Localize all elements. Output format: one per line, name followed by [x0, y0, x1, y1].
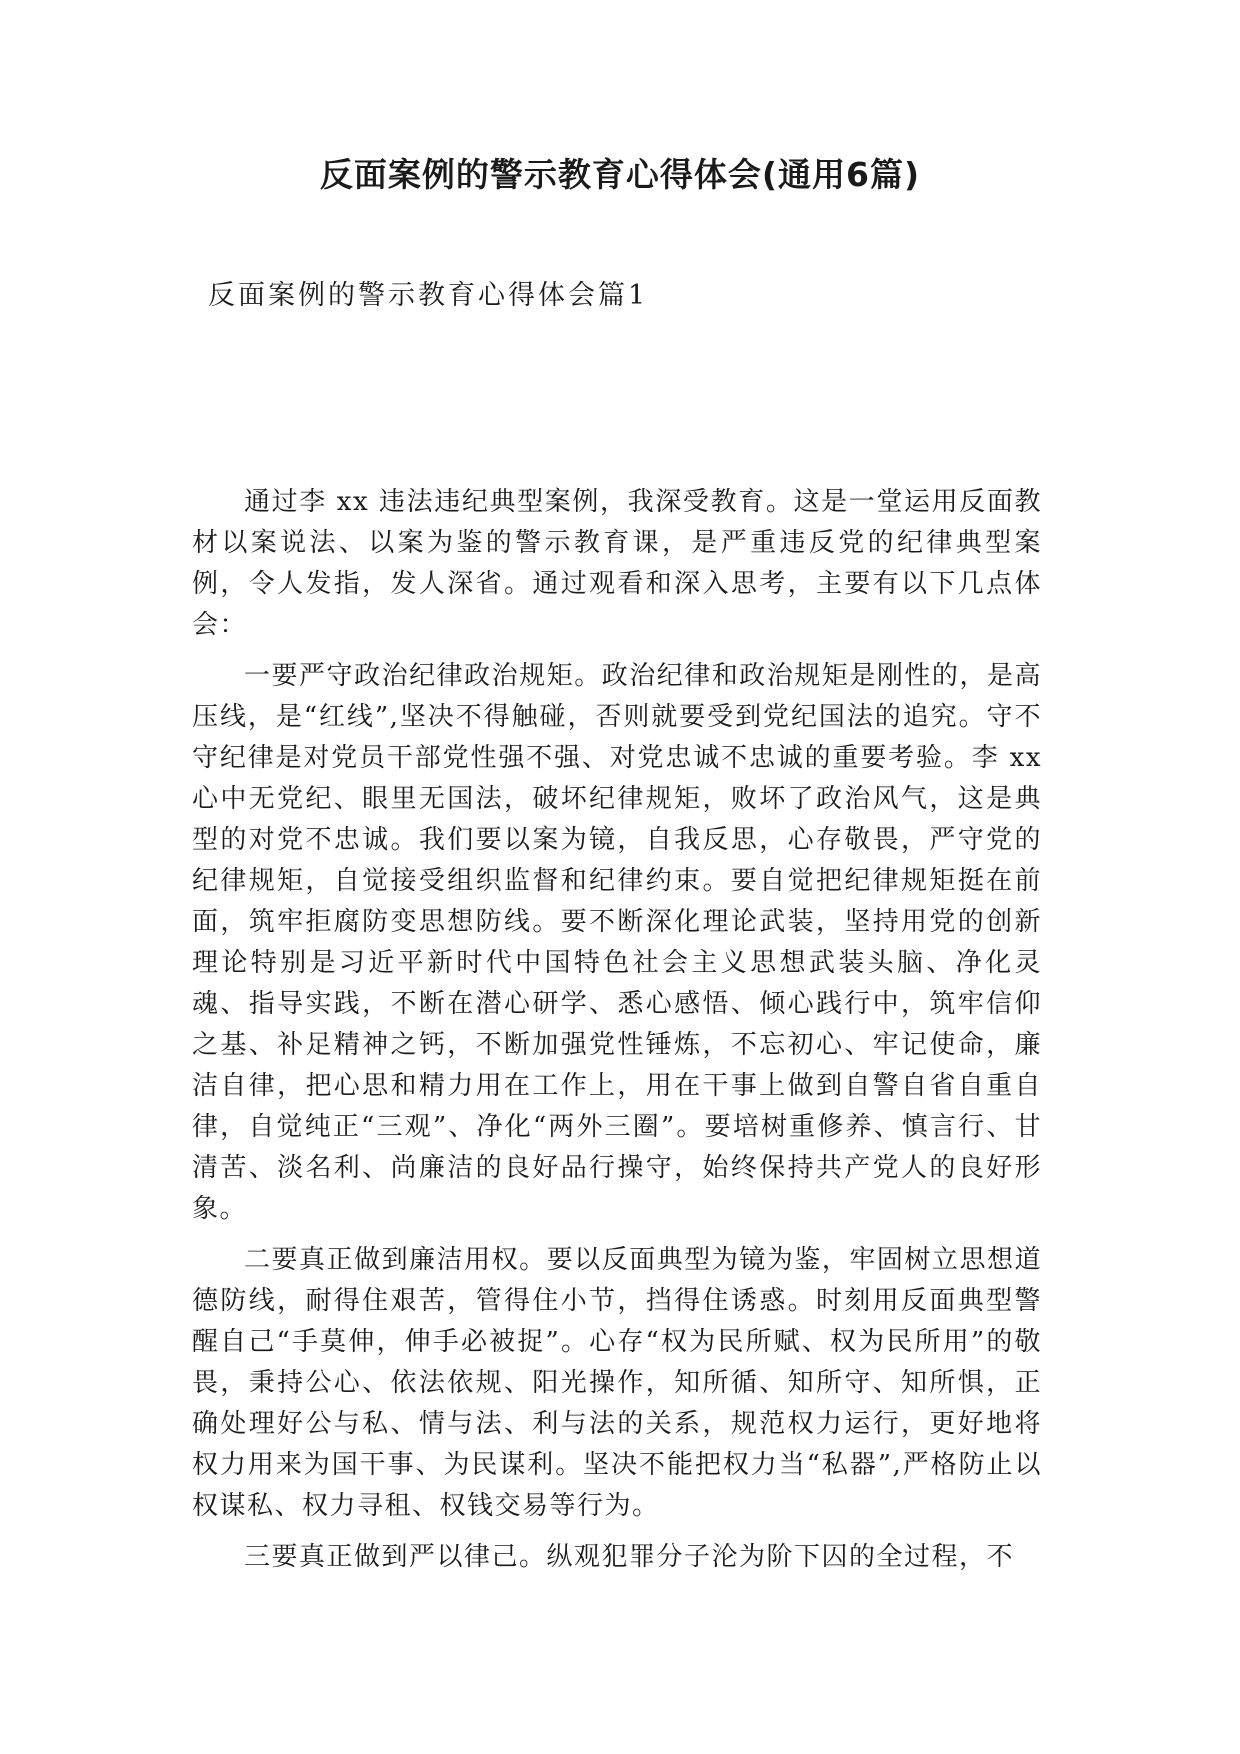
document-title: 反面案例的警示教育心得体会(通用6篇)	[319, 155, 921, 194]
document-body	[192, 482, 1042, 1588]
body-paragraph-point-one: 一要严守政治纪律政治规矩。政治纪律和政治规矩是刚性的，是高压线，是“红线”,坚决不得触碰，否则就要受到党纪国法的追究。守不守纪律是对党员干部党性强不强、对党忠诚不忠诚的重要考验。李 xx 心中无党纪、眼里无国法，破坏纪律规矩，败坏了政治风气，这是典型的对党不忠诚。我们要以案为镜，自我反思，心存敬畏，严守党的纪律规矩，自觉接受组织监督和纪律约束。要自觉把纪律规矩挺在前面，筑牢拒腐防变思想防线。要不断深化理论武装，坚持用党的创新理论特别是习近平新时代中国特色社会主义思想武装头脑、净化灵魂、指导实践，不断在潜心研学、悉心感悟、倾心践行中，筑牢信仰之基、补足精神之钙，不断加强党性锤炼，不忘初心、牢记使命，廉洁自律，把心思和精力用在工作上，用在干事上做到自警自省自重自律，自觉纯正“三观”、净化“两外三圈”。要培树重修养、慎言行、甘清苦、淡名利、尚廉洁的良好品行操守，始终保持共产党人的良好形象。	[192, 661, 1042, 1224]
body-paragraph-intro: 通过李 xx 违法违纪典型案例，我深受教育。这是一堂运用反面教材以案说法、以案为鉴的警示教育课，是严重违反党的纪律典型案例，令人发指，发人深省。通过观看和深入思考，主要有以下几点体会：	[192, 487, 1042, 640]
body-paragraph-point-three: 三要真正做到严以律己。纵观犯罪分子沦为阶下囚的全过程，不	[244, 1542, 1015, 1572]
section-heading: 反面案例的警示教育心得体会篇1	[208, 280, 649, 311]
body-paragraph-point-two: 二要真正做到廉洁用权。要以反面典型为镜为鉴，牢固树立思想道德防线，耐得住艰苦，管得住小节，挡得住诱惑。时刻用反面典型警醒自己“手莫伸，伸手必被捉”。心存“权为民所赋、权为民所用”的敬畏，秉持公心、依法依规、阳光操作，知所循、知所守、知所惧，正确处理好公与私、情与法、利与法的关系，规范权力运行，更好地将权力用来为国干事、为民谋利。坚决不能把权力当“私器”,严格防止以权谋私、权力寻租、权钱交易等行为。	[192, 1245, 1042, 1521]
